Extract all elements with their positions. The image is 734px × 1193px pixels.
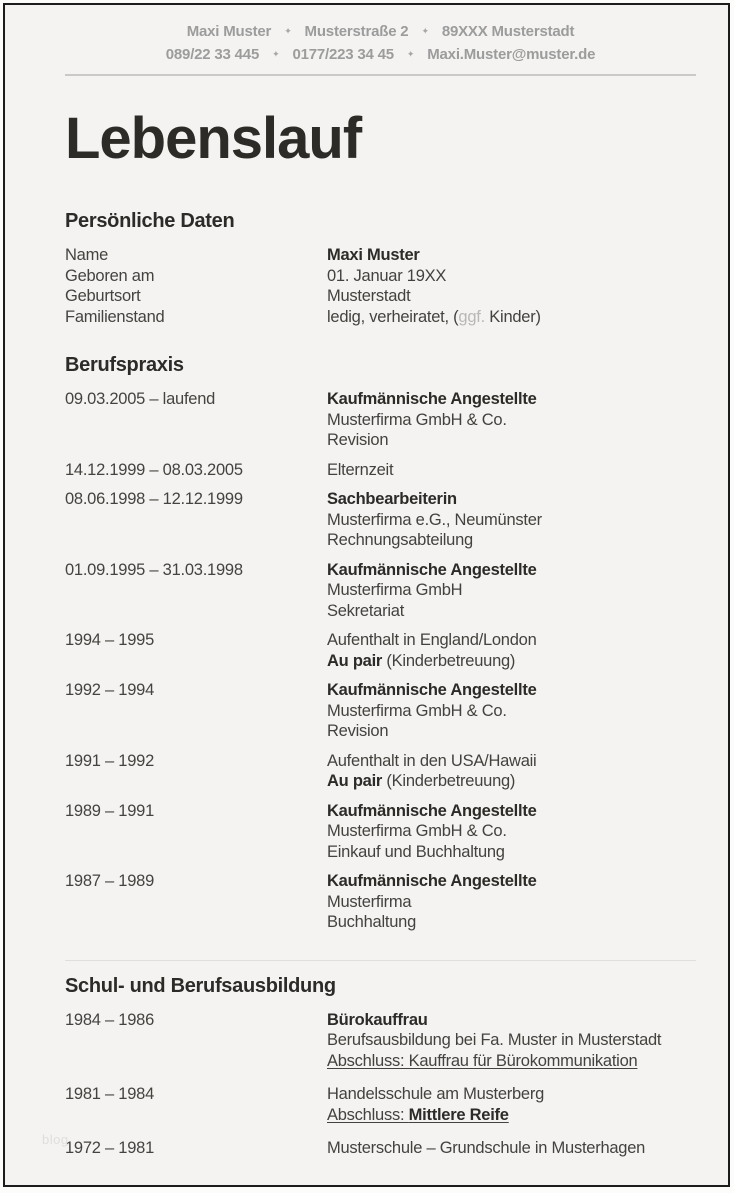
- entry-row: [65, 751, 696, 792]
- entry-row: [65, 489, 696, 551]
- entry-text: Musterfirma GmbH & Co.: [327, 701, 507, 720]
- entry-line: [327, 1138, 696, 1159]
- entry-text-bold: Kaufmännische Angestellte: [327, 681, 537, 699]
- entry-line-degree: [327, 1105, 696, 1126]
- entry-text: (Kinderbetreuung): [382, 651, 516, 670]
- experience-heading: Berufspraxis: [65, 354, 184, 376]
- entry-period: 1994 – 1995: [65, 631, 155, 649]
- experience-entries: [65, 389, 696, 933]
- entry-line: [327, 751, 696, 772]
- entry-text: Abschluss:: [327, 1105, 409, 1124]
- entry-text: Revision: [327, 431, 389, 449]
- entry-text-bold: Kaufmännische Angestellte: [327, 390, 537, 408]
- personal-data-rows: [65, 245, 696, 327]
- personal-data-heading: Persönliche Daten: [65, 210, 235, 232]
- entry-line: [327, 580, 696, 601]
- entry-details: [327, 680, 696, 742]
- entry-text: 01. Januar 19XX: [327, 266, 447, 285]
- entry-line: [327, 1030, 696, 1051]
- diamond-separator-icon: ✦: [421, 26, 429, 36]
- entry-text-bold: Kaufmännische Angestellte: [327, 872, 537, 890]
- education-entries: [65, 1010, 696, 1159]
- entry-text-bold: Au pair: [327, 651, 383, 670]
- diamond-separator-icon: ✦: [272, 49, 280, 59]
- entry-period: 1984 – 1986: [65, 1010, 155, 1029]
- entry-line: [327, 680, 696, 701]
- entry-text-bold: Maxi Muster: [327, 246, 420, 264]
- entry-row: [65, 871, 696, 933]
- entry-line: [327, 1084, 696, 1105]
- entry-line: [327, 286, 696, 307]
- entry-row: [65, 801, 696, 863]
- contact-item: Maxi Muster: [186, 23, 272, 40]
- entry-text: Musterfirma e.G., Neumünster: [327, 510, 542, 529]
- entry-line: [327, 630, 696, 651]
- entry-text: Musterschule – Grundschule in Musterhagen: [327, 1139, 646, 1157]
- entry-line: [327, 530, 696, 551]
- entry-details: [327, 630, 696, 671]
- entry-period: Name: [65, 246, 109, 264]
- entry-row: [65, 560, 696, 622]
- entry-details: [327, 389, 696, 451]
- entry-text: Musterfirma GmbH: [327, 581, 463, 599]
- entry-text-bold: Kaufmännische Angestellte: [327, 801, 537, 820]
- entry-row: [65, 307, 696, 328]
- entry-line: [327, 307, 696, 328]
- section-personal-data: [65, 210, 696, 327]
- entry-text: Berufsausbildung bei Fa. Muster in Musterstadt: [327, 1031, 662, 1049]
- entry-text-bold: Au pair: [327, 772, 383, 790]
- entry-row: [65, 286, 696, 307]
- contact-header: [65, 21, 696, 76]
- contact-item: Maxi.Muster@muster.de: [427, 46, 596, 63]
- education-divider: [65, 960, 696, 961]
- watermark: blog: [42, 1132, 69, 1147]
- diamond-separator-icon: ✦: [406, 49, 415, 59]
- entry-row: [65, 1084, 696, 1125]
- entry-line: [327, 489, 696, 510]
- entry-details: [327, 801, 696, 863]
- header-divider: [65, 74, 696, 76]
- entry-details: [327, 286, 696, 307]
- entry-period: 1989 – 1991: [65, 801, 155, 820]
- entry-text: Aufenthalt in England/London: [327, 631, 537, 649]
- contact-line-phone-email: [65, 44, 696, 67]
- page-content: [5, 21, 728, 1159]
- entry-line: [327, 842, 696, 863]
- entry-details: [327, 245, 696, 266]
- entry-text: Revision: [327, 722, 389, 740]
- entry-row: [65, 1010, 696, 1072]
- entry-details: [327, 266, 696, 287]
- entry-text: Musterfirma: [327, 892, 412, 911]
- entry-text-bold: Mittlere Reife: [408, 1105, 509, 1124]
- contact-line-address: [65, 21, 696, 44]
- entry-text: Rechnungsabteilung: [327, 531, 473, 549]
- entry-line: [327, 721, 696, 742]
- entry-text: Musterfirma GmbH & Co.: [327, 410, 507, 429]
- entry-text: (Kinderbetreuung): [382, 772, 516, 790]
- entry-period: 1987 – 1989: [65, 872, 155, 890]
- entry-period: 1992 – 1994: [65, 681, 155, 699]
- entry-row: [65, 245, 696, 266]
- entry-line: [327, 912, 696, 933]
- entry-text: Kinder): [484, 307, 541, 326]
- entry-row: [65, 266, 696, 287]
- entry-line: [327, 560, 696, 581]
- entry-period: 1981 – 1984: [65, 1085, 155, 1103]
- contact-item: Musterstraße 2: [304, 23, 409, 40]
- entry-line-degree: [327, 1051, 696, 1072]
- entry-line: [327, 245, 696, 266]
- education-heading: Schul- und Berufsausbildung: [65, 974, 336, 997]
- contact-item: 089/22 33 445: [165, 46, 260, 63]
- entry-details: [327, 1084, 696, 1125]
- entry-period: 08.06.1998 – 12.12.1999: [65, 490, 243, 508]
- entry-line: [327, 410, 696, 431]
- entry-details: [327, 1010, 696, 1072]
- entry-row: [65, 460, 696, 481]
- entry-period: Geboren am: [65, 266, 155, 285]
- contact-item: 89XXX Musterstadt: [441, 23, 575, 40]
- entry-line: [327, 871, 696, 892]
- entry-period: 01.09.1995 – 31.03.1998: [65, 560, 243, 579]
- entry-text-bold: Kaufmännische Angestellte: [327, 560, 537, 579]
- entry-line: [327, 510, 696, 531]
- entry-line: [327, 651, 696, 672]
- entry-period: 14.12.1999 – 08.03.2005: [65, 460, 243, 479]
- entry-details: [327, 1138, 696, 1159]
- entry-text: Elternzeit: [327, 460, 394, 479]
- entry-period: Familienstand: [65, 307, 165, 326]
- entry-line: [327, 460, 696, 481]
- entry-details: [327, 307, 696, 328]
- document-page: [3, 3, 730, 1187]
- entry-line: [327, 771, 696, 792]
- entry-line: [327, 821, 696, 842]
- entry-line: [327, 1010, 696, 1031]
- entry-text: ggf.: [458, 307, 485, 326]
- diamond-separator-icon: ✦: [284, 26, 292, 36]
- section-education: [65, 960, 696, 1159]
- entry-text: Einkauf und Buchhaltung: [327, 842, 505, 861]
- entry-details: [327, 871, 696, 933]
- entry-details: [327, 460, 696, 481]
- contact-item: 0177/223 34 45: [292, 46, 394, 63]
- entry-line: [327, 701, 696, 722]
- entry-period: 09.03.2005 – laufend: [65, 390, 216, 408]
- entry-details: [327, 489, 696, 551]
- entry-text-bold: Bürokauffrau: [327, 1010, 428, 1029]
- entry-line: [327, 389, 696, 410]
- entry-row: [65, 680, 696, 742]
- entry-period: Geburtsort: [65, 287, 141, 305]
- entry-text: Handelsschule am Musterberg: [327, 1085, 545, 1103]
- entry-text: Aufenthalt in den USA/Hawaii: [327, 751, 537, 770]
- entry-text: Musterfirma GmbH & Co.: [327, 822, 507, 840]
- section-experience: [65, 354, 696, 933]
- entry-text: Sekretariat: [327, 601, 405, 620]
- entry-text: Abschluss: Kauffrau für Bürokommunikation: [327, 1051, 638, 1070]
- entry-line: [327, 266, 696, 287]
- entry-details: [327, 560, 696, 622]
- entry-text: Buchhaltung: [327, 913, 416, 931]
- entry-text-bold: Sachbearbeiterin: [327, 490, 457, 508]
- entry-text: Musterstadt: [327, 287, 411, 305]
- entry-text: ledig, verheiratet, (: [327, 307, 459, 326]
- entry-period: 1972 – 1981: [65, 1139, 155, 1157]
- entry-details: [327, 751, 696, 792]
- entry-line: [327, 892, 696, 913]
- page-title: Lebenslauf: [65, 106, 362, 171]
- entry-period: 1991 – 1992: [65, 751, 155, 770]
- entry-row: [65, 389, 696, 451]
- entry-line: [327, 601, 696, 622]
- entry-line: [327, 801, 696, 822]
- entry-row: [65, 1138, 696, 1159]
- entry-row: [65, 630, 696, 671]
- entry-line: [327, 430, 696, 451]
